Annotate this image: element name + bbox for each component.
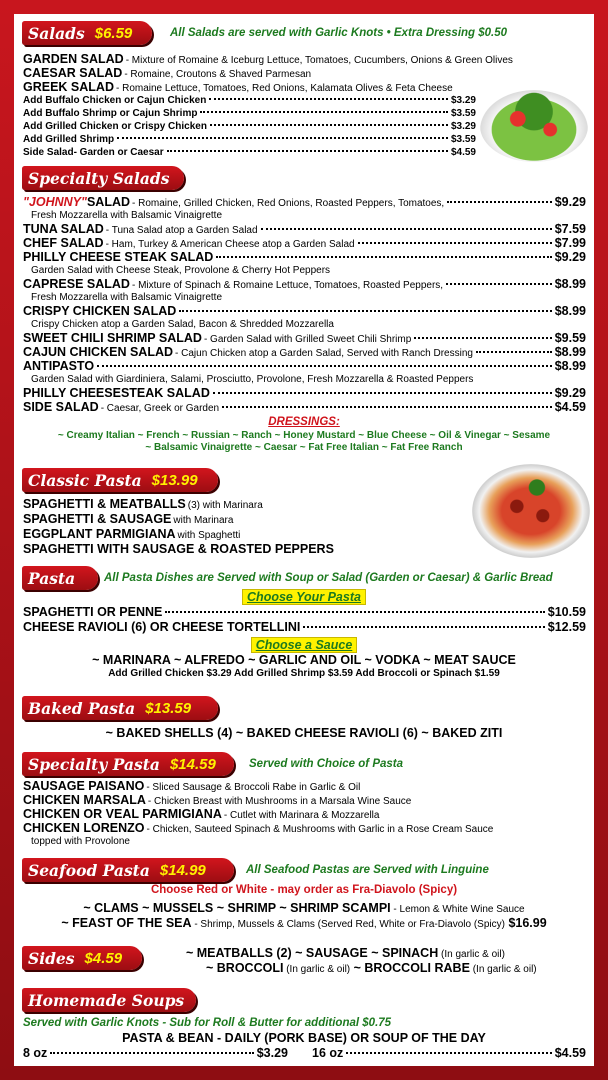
specialty-pasta-note: Served with Choice of Pasta: [249, 758, 404, 770]
menu-item: PHILLY CHEESESTEAK SALAD $9.29: [23, 386, 586, 400]
seafood-pasta-price: $14.99: [159, 861, 206, 879]
specialty-salads-title: Specialty Salads: [28, 168, 170, 188]
menu-item: SPAGHETTI & MEATBALLS (3) with Marinara: [23, 497, 263, 511]
salads-title: Salads: [28, 23, 85, 43]
choose-sauce-label: Choose a Sauce: [251, 637, 358, 653]
menu-item: CAJUN CHICKEN SALAD - Cajun Chicken atop a Garden Salad, Served with Ranch Dressing $8.99: [23, 345, 586, 359]
item-subtext: Fresh Mozzarella with Balsamic Vinaigrette: [31, 210, 223, 221]
baked-pasta-items: ~ BAKED SHELLS (4) ~ BAKED CHEESE RAVIOLI (6) ~ BAKED ZITI: [105, 726, 503, 740]
menu-item: GARDEN SALAD - Mixture of Romaine & Iceburg Lettuce, Tomatoes, Cucumbers, Onions & Green Olives: [23, 52, 513, 66]
menu-item: CHICKEN LORENZO - Chicken, Sauteed Spinach & Mushrooms with Garlic in a Rose Cream Sauce: [23, 821, 494, 835]
menu-item: CHICKEN MARSALA - Chicken Breast with Mushrooms in a Marsala Wine Sauce: [23, 793, 412, 807]
dressings-line-1: ~ Creamy Italian ~ French ~ Russian ~ Ranch ~ Honey Mustard ~ Blue Cheese ~ Oil & Vinegar ~ Sesame: [57, 430, 551, 441]
classic-pasta-title: Classic Pasta: [28, 470, 142, 490]
specialty-pasta-price: $14.59: [169, 755, 216, 773]
addon-item: Side Salad- Garden or Caesar $4.59: [23, 147, 476, 158]
specialty-pasta-title: Specialty Pasta: [28, 754, 160, 774]
soups-line: PASTA & BEAN - DAILY (PORK BASE) OR SOUP OF THE DAY: [122, 1031, 486, 1045]
pasta-image: [472, 464, 590, 558]
soup-size-16oz: 16 oz $4.59: [312, 1046, 586, 1060]
menu-item: SWEET CHILI SHRIMP SALAD - Garden Salad with Grilled Sweet Chili Shrimp $9.59: [23, 331, 586, 345]
pasta-note: All Pasta Dishes are Served with Soup or Salad (Garden or Caesar) & Garlic Bread: [104, 572, 553, 584]
seafood-pasta-title: Seafood Pasta: [28, 860, 150, 880]
specialty-salads-header: [22, 166, 184, 190]
choose-pasta-wrap: [14, 588, 594, 606]
choose-pasta-label: Choose Your Pasta: [242, 589, 366, 605]
seafood-pasta-header: [22, 858, 234, 882]
pasta-header: [22, 566, 98, 590]
menu-item: CHEF SALAD - Ham, Turkey & American Cheese atop a Garden Salad $7.99: [23, 236, 586, 250]
sides-line-2: ~ BROCCOLI (In garlic & oil) ~ BROCCOLI RABE (In garlic & oil): [206, 961, 537, 975]
soups-title: Homemade Soups: [28, 990, 185, 1010]
menu-item: SPAGHETTI WITH SAUSAGE & ROASTED PEPPERS: [23, 542, 334, 556]
item-subtext: Garden Salad with Giardiniera, Salami, Prosciutto, Provolone, Fresh Mozzarella & Roasted Peppers: [31, 374, 474, 385]
dressings-label: DRESSINGS:: [268, 416, 340, 428]
menu-item: GREEK SALAD - Romaine Lettuce, Tomatoes, Red Onions, Kalamata Olives & Feta Cheese: [23, 80, 453, 94]
salads-header: [22, 21, 152, 45]
salads-price: $6.59: [94, 24, 133, 42]
baked-pasta-header: [22, 696, 218, 720]
seafood-pasta-note: All Seafood Pastas are Served with Linguine: [246, 864, 489, 876]
soup-size-8oz: 8 oz $3.29: [23, 1046, 288, 1060]
menu-item-johnny: "JOHNNY" SALAD - Romaine, Grilled Chicken, Red Onions, Roasted Peppers, Tomatoes, $9.29: [23, 195, 586, 209]
sauce-list: ~ MARINARA ~ ALFREDO ~ GARLIC AND OIL ~ VODKA ~ MEAT SAUCE: [92, 653, 516, 667]
addon-item: Add Grilled Shrimp $3.59: [23, 134, 476, 145]
salad-image: [480, 90, 588, 162]
menu-item: EGGPLANT PARMIGIANA with Spaghetti: [23, 527, 241, 541]
baked-pasta-title: Baked Pasta: [28, 698, 136, 718]
soups-header: [22, 988, 196, 1012]
menu-item: TUNA SALAD - Tuna Salad atop a Garden Salad $7.59: [23, 222, 586, 236]
menu-item: PHILLY CHEESE STEAK SALAD $9.29: [23, 250, 586, 264]
menu-item: CAESAR SALAD - Romaine, Croutons & Shaved Parmesan: [23, 66, 312, 80]
menu-item: SPAGHETTI & SAUSAGE with Marinara: [23, 512, 234, 526]
dressings-line-2: ~ Balsamic Vinaigrette ~ Caesar ~ Fat Free Italian ~ Fat Free Ranch: [145, 442, 463, 453]
sides-title: Sides: [28, 948, 75, 968]
pasta-title: Pasta: [28, 568, 76, 588]
seafood-choose: Choose Red or White - may order as Fra-Diavolo (Spicy): [150, 884, 458, 896]
salads-note: All Salads are served with Garlic Knots • Extra Dressing $0.50: [170, 27, 508, 39]
sides-header: [22, 946, 142, 970]
addon-item: Add Buffalo Shrimp or Cajun Shrimp $3.59: [23, 108, 476, 119]
item-subtext: Fresh Mozzarella with Balsamic Vinaigrette: [31, 292, 223, 303]
sides-line-1: ~ MEATBALLS (2) ~ SAUSAGE ~ SPINACH (In garlic & oil): [186, 946, 505, 960]
classic-pasta-header: [22, 468, 218, 492]
sauce-addons: Add Grilled Chicken $3.29 Add Grilled Shrimp $3.59 Add Broccoli or Spinach $1.59: [108, 668, 500, 679]
seafood-items: ~ CLAMS ~ MUSSELS ~ SHRIMP ~ SHRIMP SCAMPI - Lemon & White Wine Sauce: [83, 901, 525, 915]
sides-price: $4.59: [84, 949, 123, 967]
item-subtext: Garden Salad with Cheese Steak, Provolone & Cherry Hot Peppers: [31, 265, 331, 276]
classic-pasta-price: $13.99: [151, 471, 198, 489]
baked-pasta-price: $13.59: [145, 699, 192, 717]
menu-item: SIDE SALAD - Caesar, Greek or Garden $4.59: [23, 400, 586, 414]
menu-item: CHICKEN OR VEAL PARMIGIANA - Cutlet with Marinara & Mozzarella: [23, 807, 380, 821]
menu-panel: [14, 14, 594, 1066]
addon-item: Add Buffalo Chicken or Cajun Chicken $3.29: [23, 95, 476, 106]
feast-of-the-sea: ~ FEAST OF THE SEA - Shrimp, Mussels & Clams (Served Red, White or Fra-Diavolo (Spicy) $16.99: [61, 916, 547, 930]
menu-item: CHEESE RAVIOLI (6) OR CHEESE TORTELLINI $12.59: [23, 620, 586, 634]
addon-item: Add Grilled Chicken or Crispy Chicken $3.29: [23, 121, 476, 132]
soups-note: Served with Garlic Knots - Sub for Roll & Butter for additional $0.75: [23, 1017, 392, 1029]
specialty-pasta-header: [22, 752, 234, 776]
menu-item: ANTIPASTO $8.99: [23, 359, 586, 373]
menu-item: CRISPY CHICKEN SALAD $8.99: [23, 304, 586, 318]
menu-item: CAPRESE SALAD - Mixture of Spinach & Romaine Lettuce, Tomatoes, Roasted Peppers, $8.99: [23, 277, 586, 291]
item-subtext: Crispy Chicken atop a Garden Salad, Bacon & Shredded Mozzarella: [31, 319, 334, 330]
item-subtext: topped with Provolone: [31, 836, 130, 847]
menu-item: SAUSAGE PAISANO - Sliced Sausage & Broccoli Rabe in Garlic & Oil: [23, 779, 361, 793]
menu-item: SPAGHETTI OR PENNE $10.59: [23, 605, 586, 619]
choose-sauce-wrap: [14, 636, 594, 654]
